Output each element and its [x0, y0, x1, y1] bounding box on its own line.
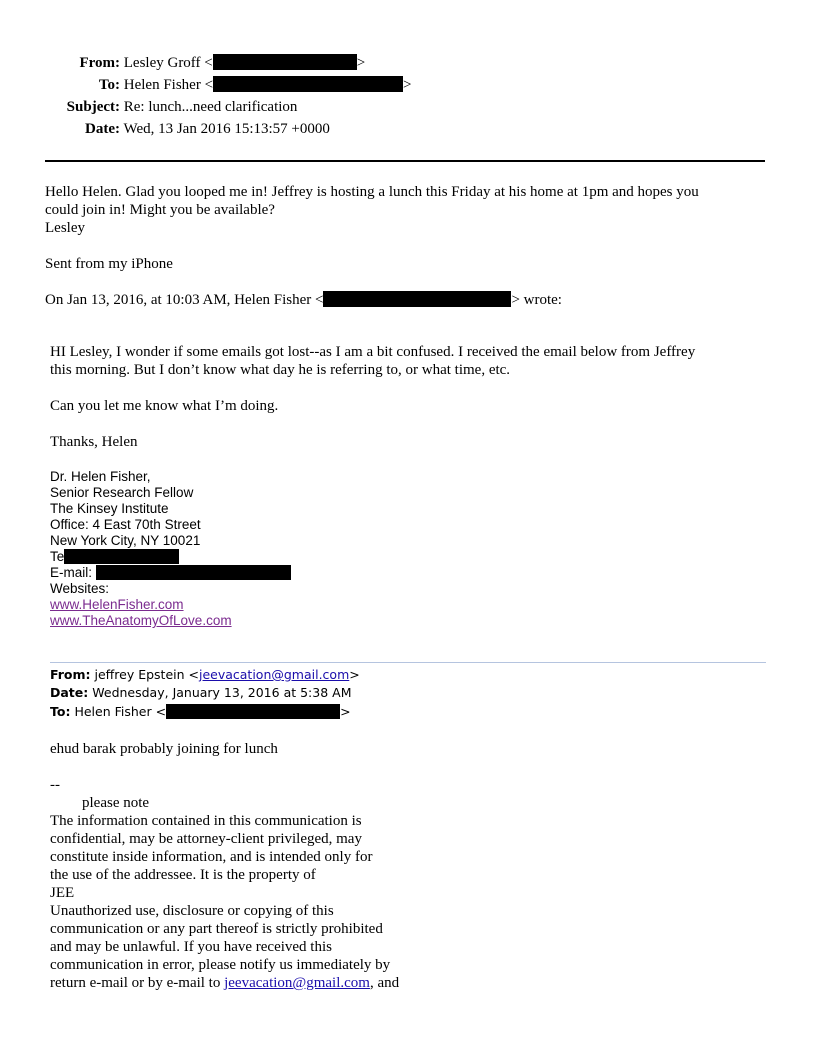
fwd-date: Date: Wednesday, January 13, 2016 at 5:38 AM: [50, 685, 352, 700]
forward-divider: [50, 662, 766, 663]
disclaimer-line: confidential, may be attorney-client privileged, may: [50, 831, 362, 847]
sig-org: The Kinsey Institute: [50, 501, 169, 516]
email-link[interactable]: jeevacation@gmail.com: [224, 975, 370, 991]
fwd-body: ehud barak probably joining for lunch: [50, 741, 278, 757]
header-subject: [45, 98, 297, 116]
to-value: Helen Fisher <: [123, 77, 214, 93]
disclaimer-line: the use of the addressee. It is the property of: [50, 867, 316, 883]
disclaimer-line: JEE: [50, 885, 75, 901]
header-date: [45, 120, 330, 138]
header-to: To: Helen Fisher < >: [45, 76, 412, 94]
reply-signoff: Lesley: [45, 220, 85, 236]
disclaimer: [50, 812, 399, 992]
disclaimer-last-line: return e-mail or by e-mail to jeevacation@gmail.com, and: [50, 975, 400, 991]
disclaimer-line: constitute inside information, and is intended only for: [50, 849, 373, 865]
sig-websites-label: Websites:: [50, 581, 110, 596]
disclaimer-line: and may be unlawful. If you have received this: [50, 939, 332, 955]
from-value: Lesley Groff <: [123, 55, 213, 71]
fwd-to-label: To:: [50, 704, 71, 719]
sig-dashes: --: [50, 777, 60, 793]
disclaimer-line: The information contained in this communication is: [50, 813, 362, 829]
email-link[interactable]: jeevacation@gmail.com: [198, 667, 350, 682]
sig-city: New York City, NY 10021: [50, 533, 201, 548]
quote-intro: On Jan 13, 2016, at 10:03 AM, Helen Fisher < > wrote:: [45, 292, 562, 308]
disclaimer-line: communication in error, please notify us immediately by: [50, 957, 391, 973]
reply-line-2: could join in! Might you be available?: [45, 202, 275, 218]
redaction-bar: [213, 54, 357, 70]
please-note: please note: [82, 795, 150, 811]
sig-name: Dr. Helen Fisher,: [50, 469, 151, 484]
date-value: Wed, 13 Jan 2016 15:13:57 +0000: [123, 121, 330, 137]
fwd-from-label: From:: [50, 667, 91, 682]
subject-label: Subject:: [66, 99, 120, 115]
signature-block: [50, 469, 291, 629]
redaction-bar: [166, 704, 340, 719]
sig-title: Senior Research Fellow: [50, 485, 194, 500]
helen-line-4: Thanks, Helen: [50, 434, 138, 450]
reply-line-1: Hello Helen. Glad you looped me in! Jeffrey is hosting a lunch this Friday at his home at 1pm and hopes you: [45, 184, 699, 200]
redaction-bar: [213, 76, 403, 92]
helen-line-3: Can you let me know what I’m doing.: [50, 398, 279, 414]
disclaimer-line: communication or any part thereof is strictly prohibited: [50, 921, 383, 937]
redaction-bar: [323, 291, 511, 307]
sig-email: E-mail:: [50, 565, 291, 581]
sent-from: Sent from my iPhone: [45, 256, 173, 272]
to-label: To:: [98, 77, 120, 93]
link-anatomyoflove[interactable]: www.TheAnatomyOfLove.com: [50, 613, 232, 628]
fwd-date-label: Date:: [50, 685, 89, 700]
helen-line-1: HI Lesley, I wonder if some emails got lost--as I am a bit confused. I received the email below from Jeffrey: [50, 344, 696, 360]
sig-tel: Te: [50, 549, 291, 565]
header-divider: [45, 160, 765, 162]
fwd-to: To: Helen Fisher < >: [50, 704, 351, 719]
link-helenfisher[interactable]: www.HelenFisher.com: [50, 597, 184, 612]
subject-value: Re: lunch...need clarification: [123, 99, 298, 115]
date-label: Date:: [85, 121, 120, 137]
redaction-bar: [96, 565, 291, 580]
helen-line-2: this morning. But I don’t know what day he is referring to, or what time, etc.: [50, 362, 511, 378]
sig-office: Office: 4 East 70th Street: [50, 517, 201, 532]
header-from: From: Lesley Groff < >: [45, 54, 365, 72]
disclaimer-line: Unauthorized use, disclosure or copying of this: [50, 903, 334, 919]
redaction-bar: [64, 549, 179, 564]
from-label: From:: [79, 55, 120, 71]
fwd-from: From: jeffrey Epstein <jeevacation@gmail.com>: [50, 667, 360, 682]
